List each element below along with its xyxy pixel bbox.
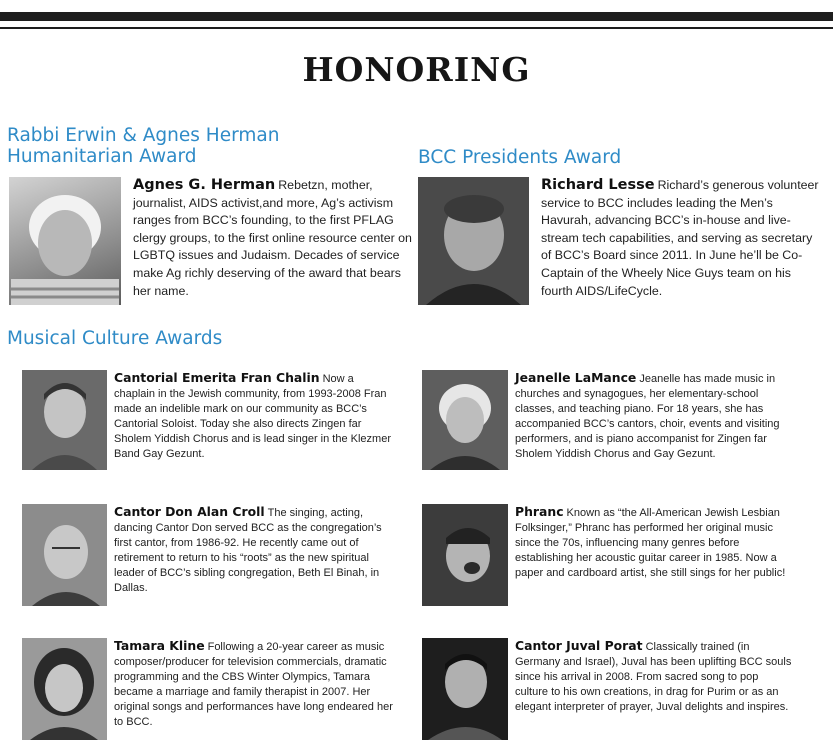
jeanelle-lamance-name: Jeanelle LaMance: [515, 370, 637, 385]
phranc-bio: [515, 504, 793, 581]
juval-porat-bio: [515, 638, 793, 715]
jeanelle-portrait-icon: [422, 370, 508, 470]
phranc-photo: [422, 504, 508, 606]
agnes-herman-bio: [133, 177, 415, 300]
jeanelle-lamance-photo: [422, 370, 508, 470]
don-croll-name: Cantor Don Alan Croll: [114, 504, 265, 519]
tamara-kline-name: Tamara Kline: [114, 638, 205, 653]
richard-lesse-text: Richard’s generous volunteer service to BCC includes leading the Men’s Havurah, advancing BCC’s in-house and live-stream tech capabilities, and serving as secretary of BCC’s Board since 2011. In June he’ll be Co-Captain of the Wheely Nice Guys team on his fourth AIDS/LifeCycle.: [541, 178, 819, 298]
section-humanitarian-award: Rabbi Erwin & Agnes Herman Humanitarian Award: [7, 125, 280, 167]
fran-chalin-photo: [22, 370, 107, 470]
richard-lesse-photo: [418, 177, 529, 305]
richard-lesse-name: Richard Lesse: [541, 177, 655, 193]
section-presidents-award: BCC Presidents Award: [418, 147, 622, 168]
phranc-text: Known as “the All-American Jewish Lesbian Folksinger,” Phranc has performed her original music since the 70s, influencing many genres before establishing her acoustic guitar career in 1985. Now a paper and cardboard artist, she still sings for her public!: [515, 507, 786, 579]
fran-chalin-bio: [114, 370, 394, 462]
juval-porat-photo: [422, 638, 508, 740]
don-croll-text: The singing, acting, dancing Cantor Don served BCC as the congregation’s first cantor, from 1986-92. He recently came out of retirement to return to his “roots” as the new spiritual leader of BCC’s sibling congregation, Beth El Binah, in Dallas.: [114, 507, 382, 594]
don-croll-photo: [22, 504, 107, 606]
don-portrait-icon: [22, 504, 107, 606]
agnes-herman-photo: [9, 177, 121, 305]
fran-chalin-name: Cantorial Emerita Fran Chalin: [114, 370, 320, 385]
tamara-kline-photo: [22, 638, 107, 740]
agnes-herman-name: Agnes G. Herman: [133, 177, 276, 193]
section-musical-culture-awards: Musical Culture Awards: [7, 328, 223, 349]
top-thick-rule: [0, 12, 833, 21]
richard-portrait-icon: [418, 177, 529, 305]
phranc-name: Phranc: [515, 504, 564, 519]
don-croll-bio: [114, 504, 394, 596]
fran-portrait-icon: [22, 370, 107, 470]
agnes-herman-text: Rebetzn, mother, journalist, AIDS activist,and more, Ag’s activism ranges from BCC’s founding, to the first PFLAG clergy groups, to the first online resource center on LGBTQ issues and Judaism. Decades of service make Ag richly deserving of the award that bears her name.: [133, 178, 412, 298]
tamara-portrait-icon: [22, 638, 107, 740]
richard-lesse-bio: [541, 177, 819, 300]
top-thin-rule: [0, 27, 833, 29]
juval-porat-name: Cantor Juval Porat: [515, 638, 643, 653]
tamara-kline-bio: [114, 638, 394, 730]
fran-chalin-text: Now a chaplain in the Jewish community, from 1993-2008 Fran made an indelible mark on our community as BCC’s Cantorial Soloist. Today she also directs Zingen far Sholem Yiddish Chorus and is lead singer in the Klezmer Band Gay Gezunt.: [114, 373, 391, 460]
juval-portrait-icon: [422, 638, 508, 740]
agnes-portrait-icon: [9, 177, 121, 305]
jeanelle-lamance-text: Jeanelle has made music in churches and synagogues, her elementary-school classes, and teaching piano. For 18 years, she has accompanied BCC’s cantors, choir, events and visiting performers, and is piano accompanist for Zingen far Sholem Yiddish Chorus and Gay Gezunt.: [515, 373, 780, 460]
tamara-kline-text: Following a 20-year career as music composer/producer for television commercials, dramatic programming and the CBS Winter Olympics, Tamara became a marriage and family therapist in 2007. Her original songs and performances have long endeared her to BCC.: [114, 641, 393, 728]
page-title: HONORING: [302, 50, 531, 89]
phranc-portrait-icon: [422, 504, 508, 606]
jeanelle-lamance-bio: [515, 370, 793, 462]
juval-porat-text: Classically trained (in Germany and Israel), Juval has been uplifting BCC souls since his arrival in 2008. From sacred song to pop culture to his own creations, in drag for Purim or as an elegant interpreter of prayer, Juval delights and inspires.: [515, 641, 792, 713]
